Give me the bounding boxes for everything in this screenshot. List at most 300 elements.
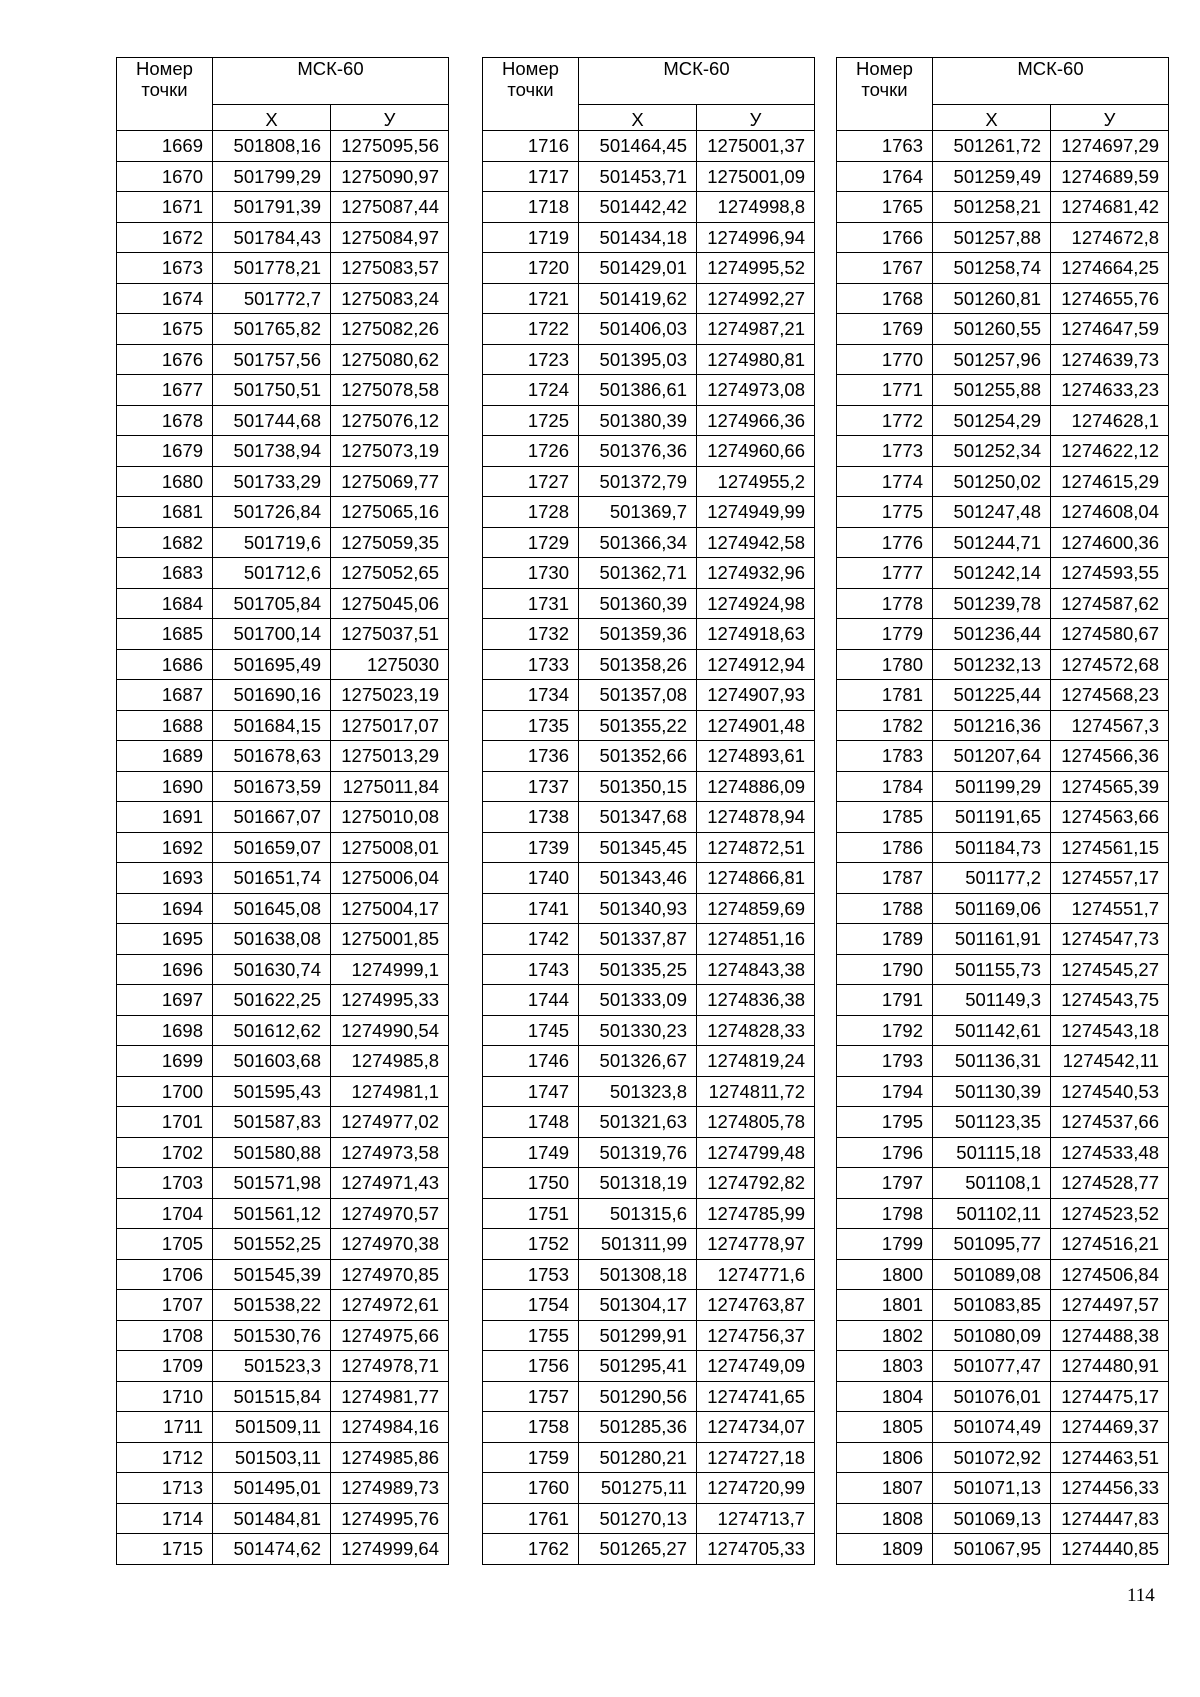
y-coordinate-cell: 1274975,66 xyxy=(331,1320,449,1351)
point-number-cell: 1673 xyxy=(117,253,213,284)
table-row xyxy=(117,1320,449,1351)
point-number-cell: 1692 xyxy=(117,832,213,863)
y-coordinate-cell: 1275069,77 xyxy=(331,466,449,497)
point-number-cell: 1705 xyxy=(117,1229,213,1260)
y-coordinate-cell: 1274664,25 xyxy=(1051,253,1169,284)
table-body xyxy=(117,131,449,1565)
y-coordinate-cell: 1274488,38 xyxy=(1051,1320,1169,1351)
y-coordinate-cell: 1274942,58 xyxy=(697,527,815,558)
y-coordinate-cell: 1275082,26 xyxy=(331,314,449,345)
point-number-cell: 1807 xyxy=(837,1473,933,1504)
x-coordinate-cell: 501247,48 xyxy=(933,497,1051,528)
y-coordinate-cell: 1274561,15 xyxy=(1051,832,1169,863)
y-coordinate-cell: 1274912,94 xyxy=(697,649,815,680)
y-coordinate-cell: 1274749,09 xyxy=(697,1351,815,1382)
table-row xyxy=(117,283,449,314)
table-row xyxy=(483,344,815,375)
x-coordinate-cell: 501726,84 xyxy=(213,497,331,528)
y-coordinate-cell: 1274720,99 xyxy=(697,1473,815,1504)
point-number-cell: 1773 xyxy=(837,436,933,467)
y-coordinate-cell: 1274999,64 xyxy=(331,1534,449,1565)
table-row xyxy=(483,1320,815,1351)
y-coordinate-cell: 1274999,1 xyxy=(331,954,449,985)
point-number-cell: 1731 xyxy=(483,588,579,619)
table-row xyxy=(483,1198,815,1229)
table-row xyxy=(483,924,815,955)
table-row xyxy=(837,893,1169,924)
table-row xyxy=(483,1259,815,1290)
y-coordinate-cell: 1275078,58 xyxy=(331,375,449,406)
point-number-cell: 1710 xyxy=(117,1381,213,1412)
y-coordinate-cell: 1275052,65 xyxy=(331,558,449,589)
x-coordinate-cell: 501358,26 xyxy=(579,649,697,680)
table-row xyxy=(483,314,815,345)
x-coordinate-cell: 501252,34 xyxy=(933,436,1051,467)
y-coordinate-cell: 1274995,33 xyxy=(331,985,449,1016)
table-row xyxy=(837,1015,1169,1046)
point-number-cell: 1723 xyxy=(483,344,579,375)
y-coordinate-cell: 1274440,85 xyxy=(1051,1534,1169,1565)
x-coordinate-cell: 501067,95 xyxy=(933,1534,1051,1565)
y-coordinate-cell: 1275001,09 xyxy=(697,161,815,192)
x-coordinate-cell: 501429,01 xyxy=(579,253,697,284)
y-coordinate-cell: 1274995,76 xyxy=(331,1503,449,1534)
y-coordinate-cell: 1275001,85 xyxy=(331,924,449,955)
y-coordinate-cell: 1274893,61 xyxy=(697,741,815,772)
point-number-cell: 1766 xyxy=(837,222,933,253)
table-row xyxy=(483,680,815,711)
point-number-cell: 1753 xyxy=(483,1259,579,1290)
x-coordinate-cell: 501700,14 xyxy=(213,619,331,650)
point-number-cell: 1678 xyxy=(117,405,213,436)
x-coordinate-cell: 501343,46 xyxy=(579,863,697,894)
table-row xyxy=(837,1107,1169,1138)
y-coordinate-cell: 1274551,7 xyxy=(1051,893,1169,924)
table-row xyxy=(117,1503,449,1534)
point-number-cell: 1760 xyxy=(483,1473,579,1504)
y-coordinate-cell: 1275013,29 xyxy=(331,741,449,772)
point-number-cell: 1733 xyxy=(483,649,579,680)
x-coordinate-cell: 501333,09 xyxy=(579,985,697,1016)
y-coordinate-cell: 1274785,99 xyxy=(697,1198,815,1229)
table-row xyxy=(483,1442,815,1473)
x-coordinate-cell: 501495,01 xyxy=(213,1473,331,1504)
y-coordinate-cell: 1274545,27 xyxy=(1051,954,1169,985)
y-coordinate-cell: 1274533,48 xyxy=(1051,1137,1169,1168)
point-number-cell: 1806 xyxy=(837,1442,933,1473)
x-coordinate-cell: 501523,3 xyxy=(213,1351,331,1382)
x-coordinate-cell: 501270,13 xyxy=(579,1503,697,1534)
point-number-cell: 1701 xyxy=(117,1107,213,1138)
table-row xyxy=(117,954,449,985)
y-coordinate-cell: 1274990,54 xyxy=(331,1015,449,1046)
point-number-cell: 1774 xyxy=(837,466,933,497)
table-row xyxy=(837,741,1169,772)
x-coordinate-cell: 501275,11 xyxy=(579,1473,697,1504)
table-row xyxy=(837,680,1169,711)
x-coordinate-cell: 501323,8 xyxy=(579,1076,697,1107)
y-coordinate-cell: 1274901,48 xyxy=(697,710,815,741)
point-number-cell: 1703 xyxy=(117,1168,213,1199)
table-row xyxy=(483,954,815,985)
x-coordinate-cell: 501115,18 xyxy=(933,1137,1051,1168)
x-coordinate-cell: 501136,31 xyxy=(933,1046,1051,1077)
x-coordinate-cell: 501667,07 xyxy=(213,802,331,833)
y-coordinate-cell: 1274992,27 xyxy=(697,283,815,314)
point-number-cell: 1669 xyxy=(117,131,213,162)
x-coordinate-cell: 501651,74 xyxy=(213,863,331,894)
x-coordinate-cell: 501074,49 xyxy=(933,1412,1051,1443)
point-number-cell: 1685 xyxy=(117,619,213,650)
point-number-cell: 1722 xyxy=(483,314,579,345)
table-row xyxy=(483,253,815,284)
y-coordinate-cell: 1274981,77 xyxy=(331,1381,449,1412)
table-row xyxy=(837,192,1169,223)
table-row xyxy=(117,1168,449,1199)
x-coordinate-cell: 501442,42 xyxy=(579,192,697,223)
point-number-cell: 1699 xyxy=(117,1046,213,1077)
x-coordinate-cell: 501733,29 xyxy=(213,466,331,497)
table-row xyxy=(837,985,1169,1016)
x-coordinate-cell: 501603,68 xyxy=(213,1046,331,1077)
table-row xyxy=(483,1137,815,1168)
x-coordinate-cell: 501362,71 xyxy=(579,558,697,589)
table-row xyxy=(483,161,815,192)
table-row xyxy=(117,405,449,436)
coordinates-table-1 xyxy=(116,57,449,1565)
x-coordinate-cell: 501778,21 xyxy=(213,253,331,284)
point-number-cell: 1757 xyxy=(483,1381,579,1412)
table-row xyxy=(483,1412,815,1443)
point-number-cell: 1797 xyxy=(837,1168,933,1199)
point-number-cell: 1688 xyxy=(117,710,213,741)
point-number-cell: 1751 xyxy=(483,1198,579,1229)
x-coordinate-cell: 501673,59 xyxy=(213,771,331,802)
point-number-cell: 1724 xyxy=(483,375,579,406)
point-number-cell: 1682 xyxy=(117,527,213,558)
point-number-cell: 1715 xyxy=(117,1534,213,1565)
point-number-cell: 1707 xyxy=(117,1290,213,1321)
table-row xyxy=(837,924,1169,955)
table-row xyxy=(117,1107,449,1138)
y-coordinate-cell: 1274978,71 xyxy=(331,1351,449,1382)
x-coordinate-cell: 501784,43 xyxy=(213,222,331,253)
y-coordinate-cell: 1275037,51 xyxy=(331,619,449,650)
table-row xyxy=(483,863,815,894)
point-number-cell: 1693 xyxy=(117,863,213,894)
x-coordinate-cell: 501239,78 xyxy=(933,588,1051,619)
point-number-cell: 1729 xyxy=(483,527,579,558)
y-coordinate-cell: 1275008,01 xyxy=(331,832,449,863)
table-row xyxy=(483,527,815,558)
table-row xyxy=(483,436,815,467)
x-coordinate-cell: 501207,64 xyxy=(933,741,1051,772)
y-coordinate-cell: 1274836,38 xyxy=(697,985,815,1016)
table-row xyxy=(837,161,1169,192)
point-number-cell: 1690 xyxy=(117,771,213,802)
point-number-cell: 1784 xyxy=(837,771,933,802)
table-row xyxy=(483,832,815,863)
y-coordinate-cell: 1275080,62 xyxy=(331,344,449,375)
point-number-cell: 1787 xyxy=(837,863,933,894)
point-number-cell: 1785 xyxy=(837,802,933,833)
x-coordinate-cell: 501678,63 xyxy=(213,741,331,772)
table-row xyxy=(117,192,449,223)
point-number-cell: 1805 xyxy=(837,1412,933,1443)
x-coordinate-cell: 501515,84 xyxy=(213,1381,331,1412)
table-row xyxy=(483,710,815,741)
point-number-cell: 1717 xyxy=(483,161,579,192)
point-number-cell: 1799 xyxy=(837,1229,933,1260)
y-coordinate-cell: 1275090,97 xyxy=(331,161,449,192)
point-number-cell: 1745 xyxy=(483,1015,579,1046)
x-coordinate-cell: 501744,68 xyxy=(213,405,331,436)
y-coordinate-cell: 1274543,18 xyxy=(1051,1015,1169,1046)
point-number-cell: 1752 xyxy=(483,1229,579,1260)
x-coordinate-cell: 501419,62 xyxy=(579,283,697,314)
point-number-cell: 1759 xyxy=(483,1442,579,1473)
table-body xyxy=(483,131,815,1565)
table-row xyxy=(117,893,449,924)
point-number-cell: 1741 xyxy=(483,893,579,924)
point-number-cell: 1802 xyxy=(837,1320,933,1351)
point-number-cell: 1756 xyxy=(483,1351,579,1382)
point-number-cell: 1764 xyxy=(837,161,933,192)
point-number-cell: 1809 xyxy=(837,1534,933,1565)
y-coordinate-cell: 1274878,94 xyxy=(697,802,815,833)
point-number-header xyxy=(483,58,579,131)
point-number-cell: 1794 xyxy=(837,1076,933,1107)
table-row xyxy=(837,222,1169,253)
table-row xyxy=(117,1259,449,1290)
point-number-cell: 1735 xyxy=(483,710,579,741)
table-row xyxy=(117,1290,449,1321)
x-coordinate-cell: 501595,43 xyxy=(213,1076,331,1107)
y-coordinate-cell: 1274984,16 xyxy=(331,1412,449,1443)
point-number-cell: 1719 xyxy=(483,222,579,253)
table-row xyxy=(837,1137,1169,1168)
table-row xyxy=(117,1351,449,1382)
point-number-cell: 1743 xyxy=(483,954,579,985)
point-number-cell: 1801 xyxy=(837,1290,933,1321)
point-number-cell: 1674 xyxy=(117,283,213,314)
y-coordinate-cell: 1274987,21 xyxy=(697,314,815,345)
x-coordinate-cell: 501260,81 xyxy=(933,283,1051,314)
table-row xyxy=(837,527,1169,558)
x-coordinate-cell: 501216,36 xyxy=(933,710,1051,741)
y-coordinate-cell: 1274469,37 xyxy=(1051,1412,1169,1443)
y-coordinate-cell: 1274615,29 xyxy=(1051,466,1169,497)
y-coordinate-cell: 1274672,8 xyxy=(1051,222,1169,253)
y-coordinate-cell: 1274572,68 xyxy=(1051,649,1169,680)
point-number-cell: 1767 xyxy=(837,253,933,284)
y-coordinate-cell: 1274463,51 xyxy=(1051,1442,1169,1473)
y-coordinate-cell: 1274480,91 xyxy=(1051,1351,1169,1382)
x-coordinate-cell: 501474,62 xyxy=(213,1534,331,1565)
table-row xyxy=(837,1259,1169,1290)
x-coordinate-cell: 501561,12 xyxy=(213,1198,331,1229)
table-row xyxy=(483,466,815,497)
y-coordinate-cell: 1274587,62 xyxy=(1051,588,1169,619)
y-coordinate-cell: 1274713,7 xyxy=(697,1503,815,1534)
point-number-cell: 1744 xyxy=(483,985,579,1016)
x-coordinate-cell: 501299,91 xyxy=(579,1320,697,1351)
x-coordinate-cell: 501612,62 xyxy=(213,1015,331,1046)
x-coordinate-cell: 501453,71 xyxy=(579,161,697,192)
x-coordinate-cell: 501705,84 xyxy=(213,588,331,619)
table-row xyxy=(483,1290,815,1321)
x-coordinate-cell: 501360,39 xyxy=(579,588,697,619)
x-coordinate-cell: 501169,06 xyxy=(933,893,1051,924)
point-number-cell: 1788 xyxy=(837,893,933,924)
table-row xyxy=(117,558,449,589)
x-coordinate-cell: 501659,07 xyxy=(213,832,331,863)
table-row xyxy=(837,1076,1169,1107)
x-coordinate-cell: 501255,88 xyxy=(933,375,1051,406)
table-row xyxy=(483,1107,815,1138)
x-coordinate-cell: 501161,91 xyxy=(933,924,1051,955)
x-coordinate-cell: 501712,6 xyxy=(213,558,331,589)
x-coordinate-cell: 501380,39 xyxy=(579,405,697,436)
x-coordinate-cell: 501347,68 xyxy=(579,802,697,833)
y-coordinate-cell: 1275045,06 xyxy=(331,588,449,619)
x-coordinate-cell: 501304,17 xyxy=(579,1290,697,1321)
point-number-cell: 1782 xyxy=(837,710,933,741)
point-number-cell: 1691 xyxy=(117,802,213,833)
x-coordinate-cell: 501359,36 xyxy=(579,619,697,650)
table-row xyxy=(117,497,449,528)
x-coordinate-cell: 501321,63 xyxy=(579,1107,697,1138)
table-row xyxy=(837,1534,1169,1565)
table-row xyxy=(117,985,449,1016)
table-row xyxy=(117,1412,449,1443)
y-coordinate-cell: 1274497,57 xyxy=(1051,1290,1169,1321)
table-row xyxy=(117,161,449,192)
x-coordinate-cell: 501503,11 xyxy=(213,1442,331,1473)
table-row xyxy=(837,1503,1169,1534)
table-row xyxy=(117,619,449,650)
table-row xyxy=(837,1046,1169,1077)
y-coordinate-cell: 1274859,69 xyxy=(697,893,815,924)
y-coordinate-cell: 1274985,8 xyxy=(331,1046,449,1077)
point-number-cell: 1770 xyxy=(837,344,933,375)
point-number-cell: 1675 xyxy=(117,314,213,345)
table-row xyxy=(483,1076,815,1107)
point-number-cell: 1697 xyxy=(117,985,213,1016)
point-number-cell: 1792 xyxy=(837,1015,933,1046)
table-row xyxy=(117,314,449,345)
point-number-cell: 1781 xyxy=(837,680,933,711)
point-number-cell: 1798 xyxy=(837,1198,933,1229)
x-coordinate-cell: 501258,21 xyxy=(933,192,1051,223)
y-coordinate-cell: 1274886,09 xyxy=(697,771,815,802)
x-coordinate-cell: 501072,92 xyxy=(933,1442,1051,1473)
y-coordinate-cell: 1274955,2 xyxy=(697,466,815,497)
y-coordinate-cell: 1274557,17 xyxy=(1051,863,1169,894)
point-number-cell: 1713 xyxy=(117,1473,213,1504)
table-row xyxy=(837,344,1169,375)
point-number-cell: 1746 xyxy=(483,1046,579,1077)
x-coordinate-cell: 501395,03 xyxy=(579,344,697,375)
table-row xyxy=(117,1381,449,1412)
point-number-cell: 1755 xyxy=(483,1320,579,1351)
table-row xyxy=(483,1351,815,1382)
y-coordinate-cell: 1274756,37 xyxy=(697,1320,815,1351)
y-coordinate-cell: 1274542,11 xyxy=(1051,1046,1169,1077)
x-coordinate-cell: 501372,79 xyxy=(579,466,697,497)
point-number-cell: 1706 xyxy=(117,1259,213,1290)
y-coordinate-cell: 1274932,96 xyxy=(697,558,815,589)
coordinate-system-header: МСК-60 xyxy=(933,58,1169,105)
x-coordinate-cell: 501311,99 xyxy=(579,1229,697,1260)
x-coordinate-cell: 501257,88 xyxy=(933,222,1051,253)
y-coordinate-cell: 1274734,07 xyxy=(697,1412,815,1443)
table-row xyxy=(117,924,449,955)
x-coordinate-cell: 501765,82 xyxy=(213,314,331,345)
table-row xyxy=(837,771,1169,802)
table-row xyxy=(837,832,1169,863)
table-row xyxy=(483,192,815,223)
y-coordinate-cell: 1274639,73 xyxy=(1051,344,1169,375)
table-row xyxy=(837,649,1169,680)
table-row xyxy=(117,1076,449,1107)
point-number-cell: 1686 xyxy=(117,649,213,680)
table-row xyxy=(117,863,449,894)
y-coordinate-cell: 1275083,57 xyxy=(331,253,449,284)
y-coordinate-cell: 1274966,36 xyxy=(697,405,815,436)
table-row xyxy=(117,466,449,497)
point-number-cell: 1803 xyxy=(837,1351,933,1382)
point-number-cell: 1808 xyxy=(837,1503,933,1534)
point-number-cell: 1720 xyxy=(483,253,579,284)
point-number-cell: 1783 xyxy=(837,741,933,772)
x-coordinate-cell: 501530,76 xyxy=(213,1320,331,1351)
y-coordinate-cell: 1274580,67 xyxy=(1051,619,1169,650)
y-coordinate-cell: 1275065,16 xyxy=(331,497,449,528)
point-number-cell: 1732 xyxy=(483,619,579,650)
point-number-cell: 1708 xyxy=(117,1320,213,1351)
x-coordinate-cell: 501290,56 xyxy=(579,1381,697,1412)
x-coordinate-cell: 501757,56 xyxy=(213,344,331,375)
coordinate-system-header: МСК-60 xyxy=(579,58,815,105)
y-coordinate-cell: 1274771,6 xyxy=(697,1259,815,1290)
x-coordinate-cell: 501130,39 xyxy=(933,1076,1051,1107)
table-row xyxy=(117,1534,449,1565)
point-number-cell: 1694 xyxy=(117,893,213,924)
x-coordinate-cell: 501080,09 xyxy=(933,1320,1051,1351)
point-number-cell: 1721 xyxy=(483,283,579,314)
table-row xyxy=(117,710,449,741)
x-coordinate-cell: 501345,45 xyxy=(579,832,697,863)
x-coordinate-cell: 501071,13 xyxy=(933,1473,1051,1504)
point-number-cell: 1700 xyxy=(117,1076,213,1107)
y-coordinate-cell: 1274447,83 xyxy=(1051,1503,1169,1534)
table-row xyxy=(483,619,815,650)
y-coordinate-cell: 1274973,58 xyxy=(331,1137,449,1168)
point-number-header-text: Номер точки xyxy=(856,58,913,100)
x-coordinate-cell: 501434,18 xyxy=(579,222,697,253)
x-coordinate-cell: 501684,15 xyxy=(213,710,331,741)
y-coordinate-cell: 1274697,29 xyxy=(1051,131,1169,162)
y-coordinate-cell: 1275006,04 xyxy=(331,863,449,894)
table-row xyxy=(483,558,815,589)
table-row xyxy=(117,1229,449,1260)
x-coordinate-cell: 501076,01 xyxy=(933,1381,1051,1412)
x-coordinate-cell: 501695,49 xyxy=(213,649,331,680)
y-coordinate-cell: 1274918,63 xyxy=(697,619,815,650)
point-number-cell: 1779 xyxy=(837,619,933,650)
point-number-cell: 1786 xyxy=(837,832,933,863)
